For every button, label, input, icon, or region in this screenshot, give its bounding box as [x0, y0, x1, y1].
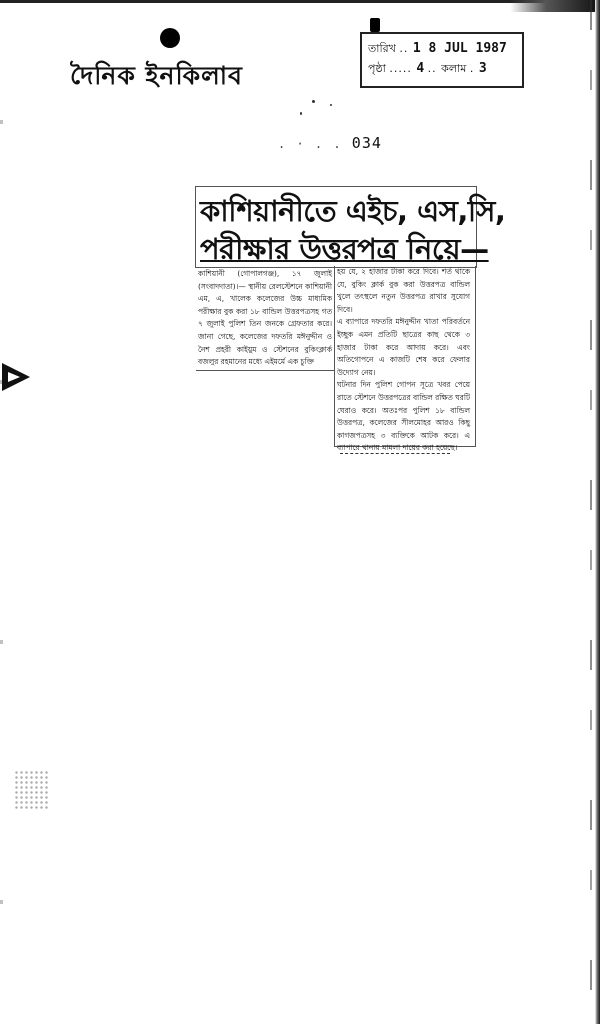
scan-smudge — [14, 770, 48, 810]
headline-line-1: কাশিয়ানীতে এইচ, এস,সি, — [200, 194, 506, 228]
page-fold-highlight — [8, 372, 20, 382]
article-paragraph: এ ব্যাপারে দফতরি মঈনুদ্দীন খাতা পরিবর্তনে ইচ্ছুক এমন প্রতিটি ছাত্রের কাছ থেকে ৩ হাজার টাকা করে আদায় করে। এবং অতিগোপনে এ কাজটি শেষ করে ফেলার উদ্যোগ নেয়। — [337, 317, 470, 377]
article-column-right — [337, 266, 470, 453]
stamp-column-label: কলাম — [441, 62, 467, 75]
stamp-dots: .. — [399, 42, 413, 55]
file-number-value: 034 — [351, 134, 382, 152]
article-paragraph: ঘটনার দিন পুলিশ গোপন সূত্রে খবর পেয়ে রাতে স্টেশনে উত্তরপত্রের বান্ডিল রক্ষিত ঘরটি ঘেরাও করে। অতঃপর পুলিশ ১৮ বান্ডিল উত্তরপত্র, কলেজের সীলমোহর আরও কিছু কাগজপত্রসহ ৩ ব্যক্তিকে আটক করে। এ ব্যাপারে থানায় মামলা দায়ের করা হয়েছে। — [337, 380, 470, 453]
article-column-left — [198, 268, 332, 372]
article-headline — [200, 192, 506, 268]
punch-hole — [160, 28, 180, 48]
newspaper-masthead: দৈনিক ইনকিলাব — [70, 61, 243, 90]
headline-line-2: পরীক্ষার উত্তরপত্র নিয়ে— — [200, 232, 489, 266]
stamp-dots: .. — [427, 62, 442, 75]
stamp-dots: ..... — [389, 62, 417, 75]
stamp-column-value: 3 — [478, 61, 487, 76]
scan-edge-left — [0, 0, 3, 1024]
stamp-date-value: 1 8 JUL 1987 — [412, 41, 507, 56]
article-paragraph: কাশিয়ানী (গোপালগঞ্জ), ১৭ জুলাই (সংবাদদাতা)।— স্থানীয় রেলস্টেশনে কাশিয়ানী এম, এ, খালেক কলেজের উচ্চ মাধ্যমিক পরীক্ষার বুক করা ১৮ বান্ডিল উত্তরপত্রসহ গত ৭ জুলাই পুলিশ তিন জনকে গ্রেফতার করে। জানা গেছে, কলেজের দফতরি মঈনুদ্দীন ও নৈশ প্রহরী কাইয়ুম ও স্টেশনের বুকিংক্লার্ক বজলুর রহমানের মধ্যে এইমর্মে এক চুক্তি — [198, 269, 332, 367]
date-stamp — [360, 32, 524, 88]
stamp-dots: . — [469, 62, 479, 75]
scan-corner-shadow — [510, 0, 600, 12]
scan-speck — [312, 100, 315, 103]
binder-clip-mark — [370, 18, 380, 32]
scan-edge-streaks — [590, 0, 592, 1024]
article-paragraph: হয় যে, ২ হাজার টাকা করে দিবে। শর্ত থাকে যে, বুকিং ক্লার্ক বুক করা উত্তরপত্র বান্ডিল খুলে তৎস্থলে নতুন উত্তরপত্র রাখার সুযোগ দিবে। — [337, 267, 470, 314]
file-number — [278, 134, 382, 152]
clipping-bottom-edge — [340, 447, 450, 454]
stamp-page-label: পৃষ্ঠা — [368, 62, 386, 75]
stamp-date-row — [368, 42, 507, 55]
file-number-dots: . · . . — [278, 137, 352, 151]
scan-speck — [330, 104, 332, 106]
stamp-page-row — [368, 62, 487, 75]
scan-edge-right — [595, 0, 600, 1024]
stamp-page-value: 4 — [416, 61, 425, 76]
scan-speck — [300, 112, 302, 115]
stamp-date-label: তারিখ — [368, 42, 396, 55]
